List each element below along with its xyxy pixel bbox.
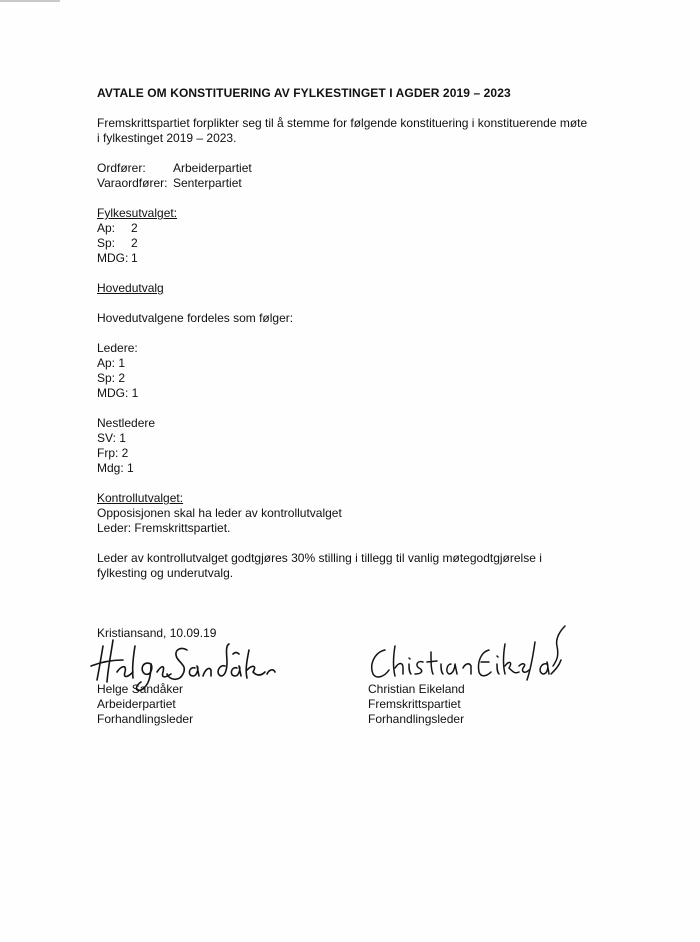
kontrollutvalget-section [97,491,617,536]
signatory-right [351,682,571,727]
party-count: 2 [131,221,138,235]
signature-block-right [351,616,571,727]
nestledere-item: Frp: 2 [97,446,129,460]
party-label: Ap: [97,221,116,235]
intro-line: i fylkestinget 2019 – 2023. [97,131,237,145]
hovedutvalg-section [97,281,617,476]
scan-edge [0,0,60,2]
role-value: Arbeiderpartiet [173,161,252,175]
party-row [97,221,617,236]
ledere-item: Ap: 1 [97,356,126,370]
nestledere-item: SV: 1 [97,431,126,445]
roles-list [97,161,617,191]
signatory-role: Forhandlingsleder [368,712,465,726]
compensation-line: Leder av kontrollutvalget godtgjøres 30% stilling i tillegg til vanlig møtegodtgjørelse i [97,551,542,565]
document-title: AVTALE OM KONSTITUERING AV FYLKESTINGET I AGDER 2019 – 2023 [97,86,511,100]
role-label: Ordfører: [97,161,146,175]
hovedutvalg-text: Hovedutvalgene fordeles som følger: [97,311,294,325]
role-row [97,161,617,176]
kontrollutvalget-heading: Kontrollutvalget: [97,491,184,505]
kontrollutvalget-line: Leder: Fremskrittspartiet. [97,521,231,535]
role-value: Senterpartiet [173,176,242,190]
intro-line: Fremskrittspartiet forplikter seg til å stemme for følgende konstituering i konstituerende møte [97,116,588,130]
ledere-heading: Ledere: [97,341,138,355]
kontrollutvalget-line: Opposisjonen skal ha leder av kontrollutvalget [97,506,342,520]
ledere-item: MDG: 1 [97,386,139,400]
place-date: Kristiansand, 10.09.19 [97,626,217,640]
hovedutvalg-heading: Hovedutvalg [97,281,164,295]
signatory-left [83,682,283,727]
signatory-party: Fremskrittspartiet [368,697,461,711]
party-label: MDG: [97,251,129,265]
signatory-name: Christian Eikeland [368,682,465,696]
party-row [97,251,617,266]
nestledere-heading: Nestledere [97,416,156,430]
party-row [97,236,617,251]
party-count: 2 [131,236,138,250]
role-label: Varaordfører: [97,176,168,190]
role-row [97,176,617,191]
signatory-role: Forhandlingsleder [97,712,194,726]
compensation-line: fylkesting og underutvalg. [97,566,234,580]
signature-block-left [83,616,283,727]
party-label: Sp: [97,236,116,250]
fylkesutvalget-heading: Fylkesutvalget: [97,206,178,220]
nestledere-item: Mdg: 1 [97,461,134,475]
signatory-name: Helge Sandåker [97,682,184,696]
signatory-party: Arbeiderpartiet [97,697,176,711]
intro-paragraph [97,116,597,146]
compensation-paragraph [97,551,617,581]
document-body [97,86,617,641]
ledere-item: Sp: 2 [97,371,126,385]
party-count: 1 [131,251,138,265]
fylkesutvalget-section [97,206,617,266]
